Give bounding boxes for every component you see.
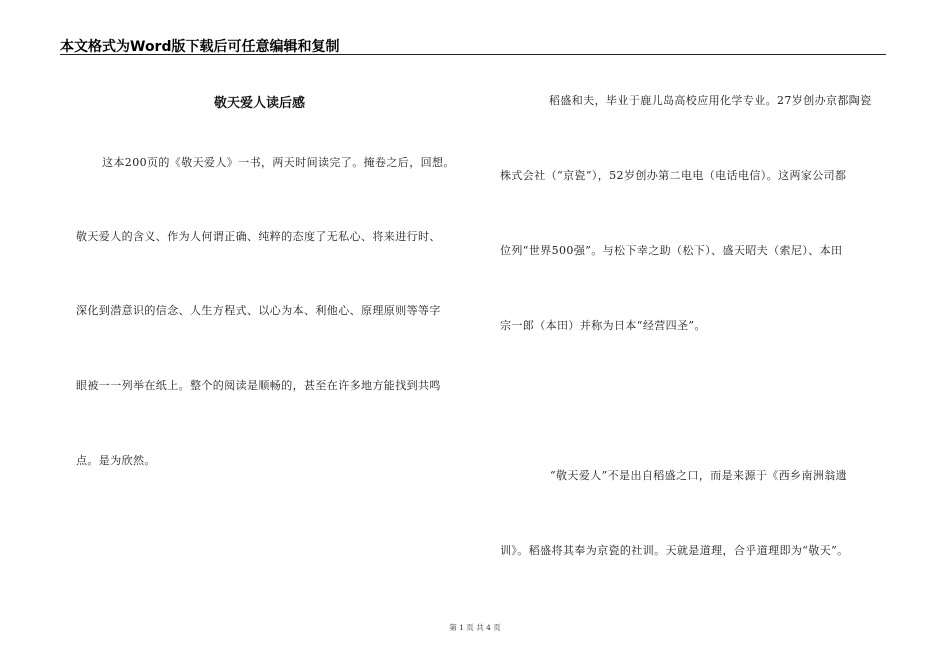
page-footer: 第 1 页 共 4 页: [449, 623, 501, 632]
right-paragraph-line-6: 训》。稻盛将其奉为京瓷的社训。天就是道理，合乎道理即为“敬天”。: [500, 544, 849, 557]
right-paragraph-line-4: 宗一郎（本田）并称为日本“经营四圣”。: [500, 319, 706, 332]
right-paragraph-line-5: “敬天爱人”不是出自稻盛之口，而是来源于《西乡南洲翁遗: [550, 469, 848, 482]
left-paragraph-line-1: 这本200页的《敬天爱人》一书，两天时间读完了。掩卷之后，回想。: [102, 156, 455, 169]
right-paragraph-line-1: 稻盛和夫，毕业于鹿儿岛高校应用化学专业。27岁创办京都陶瓷: [549, 94, 872, 107]
left-paragraph-line-5: 点。是为欣然。: [76, 454, 156, 467]
header-rule: [60, 54, 886, 55]
left-paragraph-line-2: 敬天爱人的含义、作为人何谓正确、纯粹的态度了无私心、将来进行时、: [76, 230, 441, 243]
right-paragraph-line-3: 位列“世界500强”。与松下幸之助（松下）、盛天昭夫（索尼）、本田: [500, 244, 843, 257]
right-paragraph-line-2: 株式会社（“京瓷”），52岁创办第二电电（电话电信）。这两家公司都: [500, 169, 847, 182]
document-title: 敬天爱人读后感: [214, 96, 306, 111]
left-paragraph-line-4: 眼被一一列举在纸上。整个的阅读是顺畅的，甚至在许多地方能找到共鸣: [76, 379, 441, 392]
left-paragraph-line-3: 深化到潜意识的信念、人生方程式、以心为本、利他心、原理原则等等字: [76, 304, 441, 317]
page-header-title: 本文格式为Word版下载后可任意编辑和复制: [60, 39, 340, 55]
